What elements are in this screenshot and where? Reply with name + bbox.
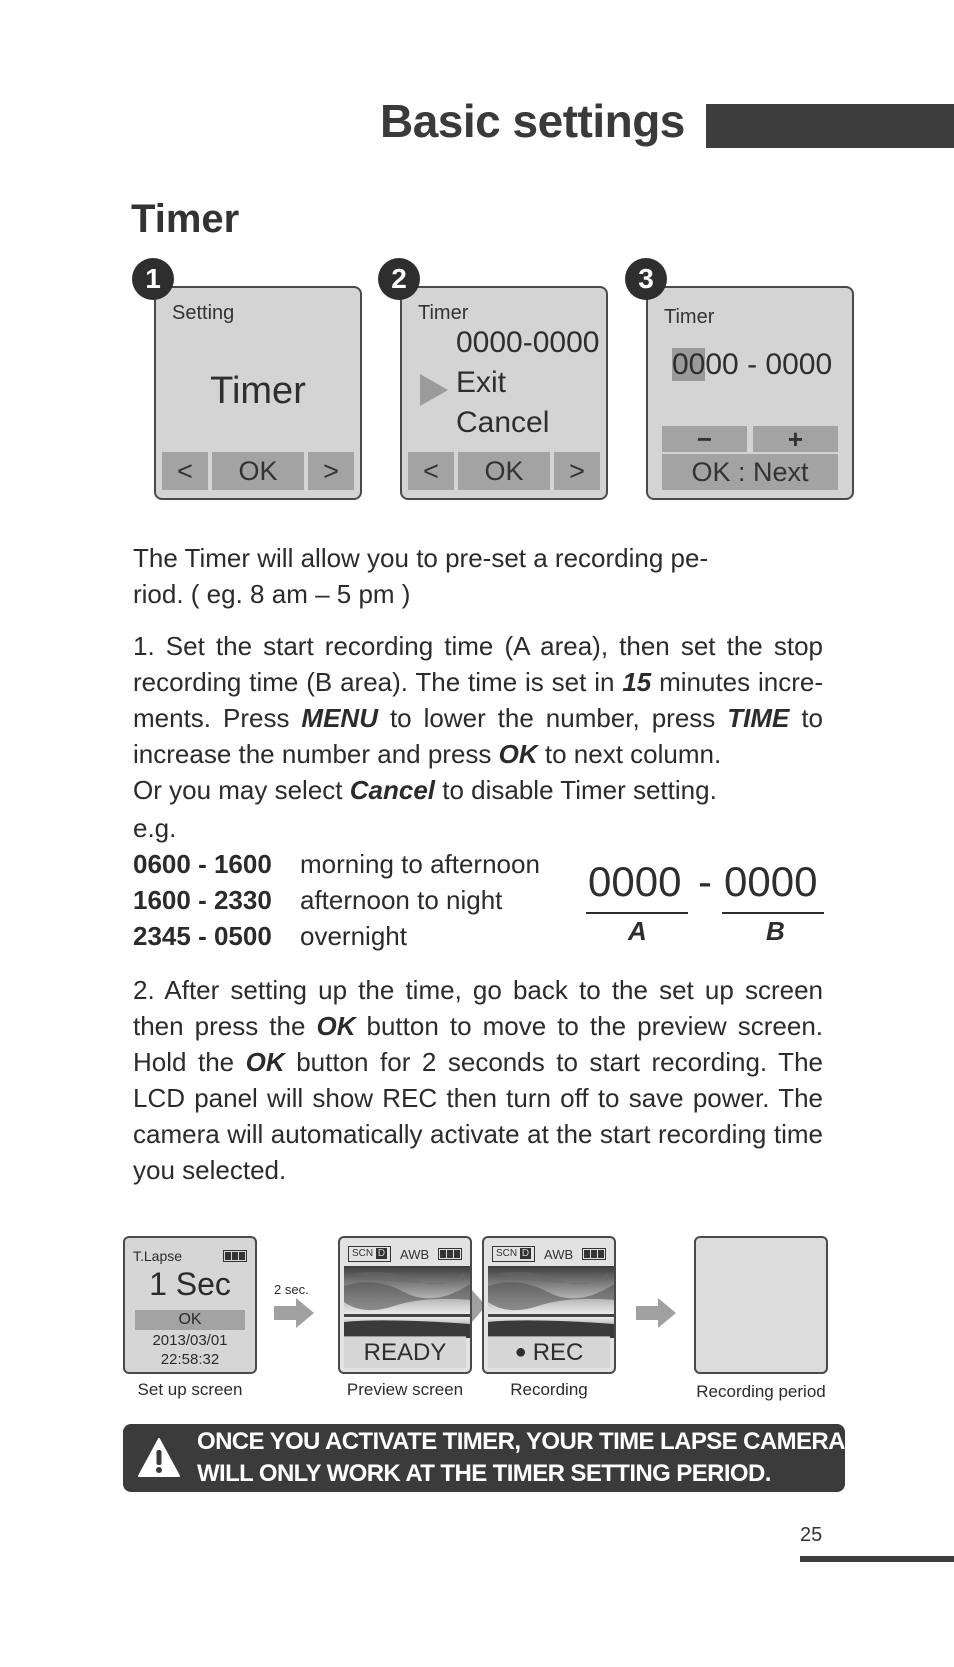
diagram-a-label: A <box>628 916 647 946</box>
status-bar <box>492 1244 606 1264</box>
setup-interval: 1 Sec <box>149 1266 231 1302</box>
menu-item-time-range[interactable]: 0000-0000 <box>456 326 600 359</box>
warning-banner <box>123 1424 845 1492</box>
scene-d: D <box>521 1248 530 1259</box>
recording-period-caption: Recording period <box>696 1382 826 1401</box>
ok-button[interactable]: OK <box>458 452 550 490</box>
warning-line-2: WILL ONLY WORK AT THE TIMER SETTING PERIOD. <box>197 1460 771 1487</box>
recording-status-label: REC <box>532 1338 584 1366</box>
scene-icon <box>492 1246 535 1262</box>
text: button for 2 seconds to start recording. The LCD panel will show REC then turn off to save power. The camera will automatically activate at the start recording time you selected. <box>133 1047 823 1185</box>
scene-label: SCN <box>352 1248 374 1259</box>
plus-minus-row <box>662 426 838 452</box>
header-bar <box>706 104 954 148</box>
step1-cancel-line <box>133 772 823 808</box>
lcd-button-bar <box>408 452 600 490</box>
text: to increase the number and press <box>133 703 824 769</box>
arrow-right-icon <box>296 1298 314 1328</box>
page-title: Basic settings <box>380 95 685 147</box>
example-row <box>133 846 540 882</box>
left-arrow-button[interactable]: < <box>408 452 454 490</box>
record-dot-icon: ● <box>514 1341 527 1363</box>
diagram-b-label: B <box>766 916 785 946</box>
text: minutes incre-ments. Press <box>133 667 824 733</box>
text: to next column. <box>537 739 722 769</box>
diagram-b-underline <box>722 912 824 914</box>
setup-mode: T.Lapse <box>133 1248 183 1264</box>
battery-icon <box>438 1248 462 1260</box>
battery-icon <box>223 1250 247 1262</box>
emphasis: OK <box>316 1011 356 1041</box>
battery-icon <box>582 1248 606 1260</box>
timer-value-selected: 00 <box>672 348 706 381</box>
text: 1. Set the start recording time (A area), then set the stop recording time (B area). The time is set in <box>133 631 823 697</box>
sunset-photo <box>344 1266 470 1338</box>
intro-line-1: The Timer will allow you to pre-set a recording pe- <box>133 543 709 573</box>
setup-date: 2013/03/01 <box>152 1332 228 1349</box>
lcd-label: Setting <box>172 302 235 324</box>
right-arrow-button[interactable]: > <box>554 452 600 490</box>
section-title: Timer <box>131 197 240 241</box>
warning-icon <box>137 1436 181 1480</box>
intro-line-2: riod. ( eg. 8 am – 5 pm ) <box>133 579 411 609</box>
example-code: 1600 - 2330 <box>133 885 272 915</box>
menu-pointer-icon <box>420 374 448 406</box>
lcd-label: Timer <box>664 306 715 328</box>
delay-label: 2 sec. <box>274 1282 309 1297</box>
awb-label: AWB <box>544 1246 574 1262</box>
menu-item-exit[interactable]: Exit <box>456 366 507 399</box>
example-label: e.g. <box>133 813 177 843</box>
step-badge-1: 1 <box>132 258 174 300</box>
setup-time: 22:58:32 <box>160 1351 220 1368</box>
lcd-screen-setting <box>154 286 362 500</box>
diagram-separator: - <box>698 858 712 905</box>
status-bar <box>348 1244 462 1264</box>
recording-caption: Recording <box>510 1380 588 1399</box>
intro-paragraph <box>133 540 823 612</box>
step2-paragraph <box>133 972 823 1188</box>
setup-caption: Set up screen <box>137 1380 243 1399</box>
example-desc: afternoon to night <box>300 885 503 915</box>
lcd-screen-timer-menu <box>400 286 608 500</box>
text: 2. After setting up the time, go back to the set up screen then press the <box>133 975 823 1041</box>
diagram-b-value: 0000 <box>724 858 818 905</box>
step-badge-3: 3 <box>625 258 667 300</box>
diagram-a-value: 0000 <box>588 858 682 905</box>
emphasis: OK <box>498 739 538 769</box>
arrow-shaft <box>274 1306 296 1320</box>
recording-screen <box>482 1236 616 1374</box>
text: button to move to the preview screen. Hold the <box>133 1011 824 1077</box>
diagram-a-underline <box>586 912 688 914</box>
awb-label: AWB <box>400 1246 430 1262</box>
emphasis: Cancel <box>349 775 435 805</box>
preview-screen <box>338 1236 472 1374</box>
emphasis: 15 <box>622 667 652 697</box>
step-badge-2: 2 <box>378 258 420 300</box>
example-desc: overnight <box>300 921 407 951</box>
preview-caption: Preview screen <box>346 1380 464 1399</box>
ok-next-button[interactable]: OK : Next <box>662 454 838 490</box>
lcd-button-bar <box>162 452 354 490</box>
preview-status: READY <box>344 1336 466 1368</box>
lcd-screen-timer-edit <box>646 286 854 500</box>
setup-screen <box>123 1236 257 1374</box>
emphasis: OK <box>245 1047 285 1077</box>
recording-status <box>488 1336 610 1368</box>
recording-period-screen <box>694 1236 828 1374</box>
arrow-shaft <box>636 1306 658 1320</box>
ok-button[interactable]: OK <box>212 452 304 490</box>
example-code: 0600 - 1600 <box>133 849 272 879</box>
timer-value-rest: 00 - 0000 <box>705 348 833 381</box>
lcd-label: Timer <box>418 302 469 324</box>
scene-icon <box>348 1246 391 1262</box>
example-row <box>133 882 502 918</box>
menu-item-cancel[interactable]: Cancel <box>456 406 550 439</box>
example-row <box>133 918 407 954</box>
text: to disable Timer setting. <box>435 775 717 805</box>
warning-line-1: ONCE YOU ACTIVATE TIMER, YOUR TIME LAPSE CAMERA <box>197 1428 845 1455</box>
emphasis: MENU <box>301 703 378 733</box>
right-arrow-button[interactable]: > <box>308 452 354 490</box>
scene-label: SCN <box>496 1248 518 1259</box>
minus-button[interactable]: − <box>662 426 747 452</box>
setup-ok-button[interactable]: OK <box>135 1310 245 1330</box>
arrow-right-icon <box>658 1298 676 1328</box>
lcd-main-text: Timer <box>210 370 306 412</box>
timer-value <box>672 348 832 382</box>
plus-button[interactable]: + <box>753 426 838 452</box>
step1-paragraph <box>133 628 823 772</box>
text: to lower the number, press <box>377 703 728 733</box>
sunset-photo <box>488 1266 614 1338</box>
scene-d: D <box>377 1248 386 1259</box>
left-arrow-button[interactable]: < <box>162 452 208 490</box>
text: Or you may select <box>133 775 350 805</box>
example-code: 2345 - 0500 <box>133 921 272 951</box>
footer-bar <box>800 1556 954 1562</box>
example-desc: morning to afternoon <box>300 849 540 879</box>
emphasis: TIME <box>727 703 790 733</box>
page-number: 25 <box>800 1524 823 1546</box>
